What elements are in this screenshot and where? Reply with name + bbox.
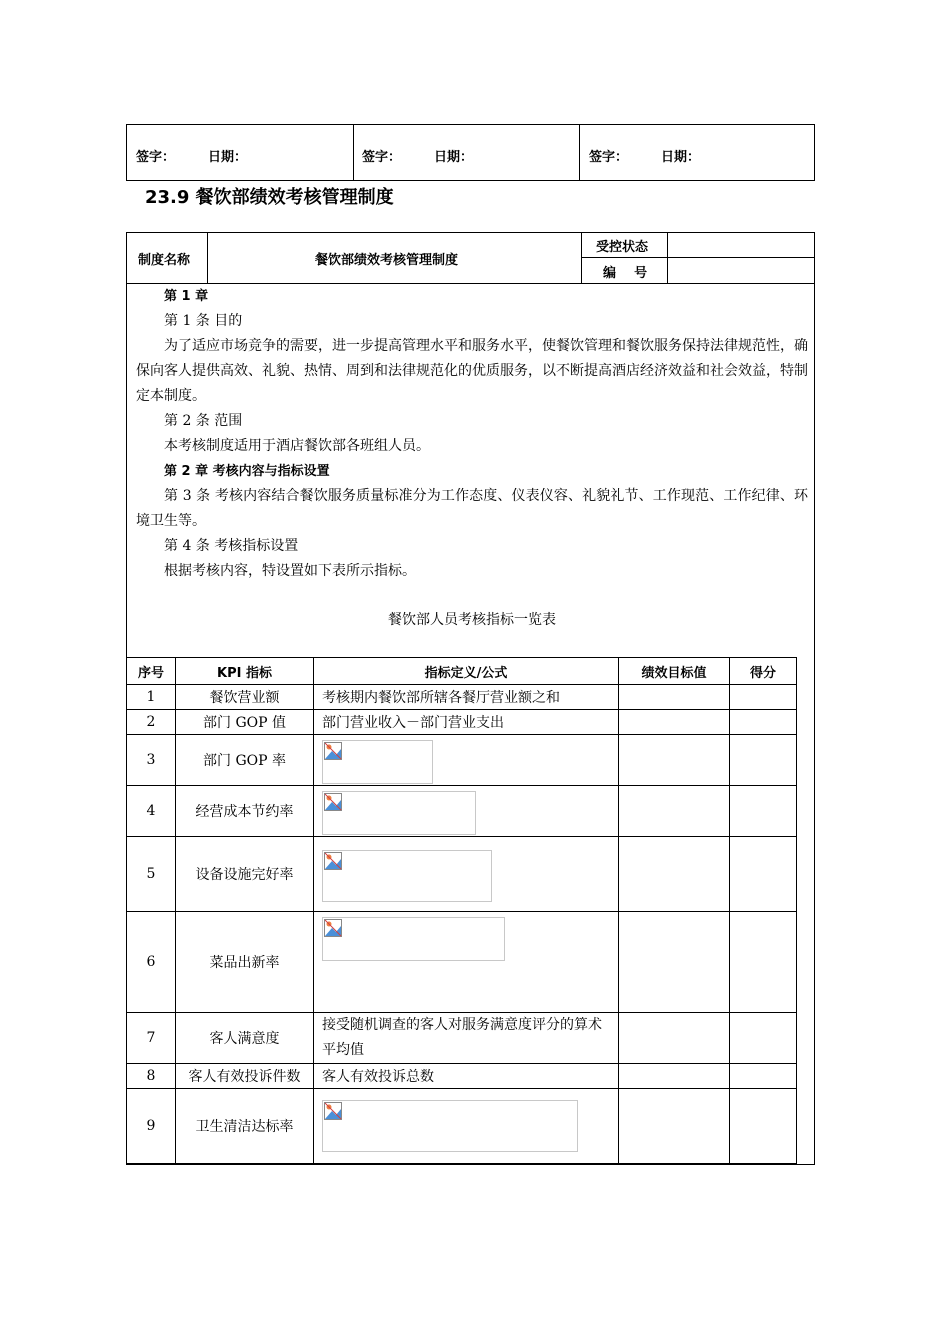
broken-image-icon <box>324 742 342 760</box>
table-header-row <box>127 658 797 685</box>
target-cell <box>619 1013 730 1064</box>
score-cell <box>730 735 797 786</box>
kpi-definition: 部门营业收入－部门营业支出 <box>314 710 619 735</box>
kpi-definition <box>314 912 619 1013</box>
kpi-name: 客人有效投诉件数 <box>176 1064 314 1089</box>
article-heading: 第 2 条 范围 <box>164 413 243 429</box>
sign-label: 签字： <box>589 150 629 165</box>
table-row <box>127 735 797 786</box>
target-cell <box>619 837 730 912</box>
score-cell <box>730 1013 797 1064</box>
sign-label: 签字： <box>136 150 176 165</box>
row-number: 2 <box>127 710 176 735</box>
kpi-name: 经营成本节约率 <box>176 786 314 837</box>
document-header-table <box>126 232 815 284</box>
broken-image-icon <box>324 852 342 870</box>
score-cell <box>730 1064 797 1089</box>
chapter-heading: 第 1 章 <box>164 289 209 304</box>
column-header: 绩效目标值 <box>619 658 730 685</box>
table-row <box>127 1089 797 1164</box>
target-cell <box>619 1089 730 1164</box>
score-cell <box>730 912 797 1013</box>
divider <box>579 125 580 180</box>
table-row <box>127 1013 797 1064</box>
target-cell <box>619 786 730 837</box>
kpi-name: 部门 GOP 值 <box>176 710 314 735</box>
kpi-name: 客人满意度 <box>176 1013 314 1064</box>
table-row <box>127 912 797 1013</box>
score-cell <box>730 710 797 735</box>
name-label: 制度名称 <box>138 253 191 268</box>
kpi-name: 卫生清洁达标率 <box>176 1089 314 1164</box>
score-cell <box>730 1089 797 1164</box>
kpi-definition <box>314 1089 619 1164</box>
broken-image-icon <box>324 793 342 811</box>
row-number: 3 <box>127 735 176 786</box>
table-row <box>127 786 797 837</box>
date-label: 日期： <box>208 150 248 165</box>
kpi-definition: 接受随机调查的客人对服务满意度评分的算术平均值 <box>314 1013 619 1064</box>
article-text: 第 3 条 考核内容结合餐饮服务质量标准分为工作态度、仪表仪容、礼貌礼节、工作现范、工作纪律、环境卫生等。 <box>136 488 808 529</box>
formula-image <box>322 791 476 835</box>
divider <box>667 233 668 283</box>
divider <box>581 257 814 258</box>
table-row <box>127 685 797 710</box>
target-cell <box>619 912 730 1013</box>
score-cell <box>730 837 797 912</box>
date-label: 日期： <box>661 150 701 165</box>
kpi-name: 部门 GOP 率 <box>176 735 314 786</box>
broken-image-icon <box>324 1102 342 1120</box>
table-caption: 餐饮部人员考核指标一览表 <box>388 612 556 628</box>
signature-table <box>126 124 815 181</box>
number-label: 编 号 <box>603 266 648 281</box>
row-number: 7 <box>127 1013 176 1064</box>
kpi-table <box>126 657 797 1164</box>
row-number: 9 <box>127 1089 176 1164</box>
chapter-heading: 第 2 章 考核内容与指标设置 <box>164 464 330 479</box>
kpi-definition <box>314 786 619 837</box>
kpi-name: 餐饮营业额 <box>176 685 314 710</box>
date-label: 日期： <box>434 150 474 165</box>
column-header: 指标定义/公式 <box>314 658 619 685</box>
target-cell <box>619 685 730 710</box>
kpi-name: 菜品出新率 <box>176 912 314 1013</box>
kpi-definition <box>314 735 619 786</box>
kpi-definition: 客人有效投诉总数 <box>314 1064 619 1089</box>
divider <box>353 125 354 180</box>
formula-image <box>322 1100 578 1152</box>
table-row <box>127 710 797 735</box>
target-cell <box>619 710 730 735</box>
formula-image <box>322 850 492 902</box>
score-cell <box>730 685 797 710</box>
table-row <box>127 837 797 912</box>
row-number: 4 <box>127 786 176 837</box>
article-text: 根据考核内容，特设置如下表所示指标。 <box>164 563 416 579</box>
table-row <box>127 1064 797 1089</box>
row-number: 5 <box>127 837 176 912</box>
article-text: 为了适应市场竞争的需要，进一步提高管理水平和服务水平，使餐饮管理和餐饮服务保持法律规范性，确保向客人提供高效、礼貌、热情、周到和法律规范化的优质服务，以不断提高酒店经济效益和社会效益，特制定本制度。 <box>136 338 808 404</box>
sign-label: 签字： <box>362 150 402 165</box>
kpi-definition: 考核期内餐饮部所辖各餐厅营业额之和 <box>314 685 619 710</box>
score-cell <box>730 786 797 837</box>
article-text: 本考核制度适用于酒店餐饮部各班组人员。 <box>164 438 430 454</box>
article-heading: 第 1 条 目的 <box>164 313 243 329</box>
kpi-name: 设备设施完好率 <box>176 837 314 912</box>
divider <box>581 233 582 283</box>
column-header: 得分 <box>730 658 797 685</box>
row-number: 1 <box>127 685 176 710</box>
formula-image <box>322 917 505 961</box>
row-number: 6 <box>127 912 176 1013</box>
broken-image-icon <box>324 919 342 937</box>
kpi-definition <box>314 837 619 912</box>
row-number: 8 <box>127 1064 176 1089</box>
column-header: KPI 指标 <box>176 658 314 685</box>
formula-image <box>322 740 433 784</box>
target-cell <box>619 1064 730 1089</box>
column-header: 序号 <box>127 658 176 685</box>
name-value: 餐饮部绩效考核管理制度 <box>315 253 459 268</box>
article-heading: 第 4 条 考核指标设置 <box>164 538 299 554</box>
divider <box>207 233 208 283</box>
target-cell <box>619 735 730 786</box>
control-status-label: 受控状态 <box>596 240 649 255</box>
section-title: 23.9 餐饮部绩效考核管理制度 <box>145 187 394 208</box>
